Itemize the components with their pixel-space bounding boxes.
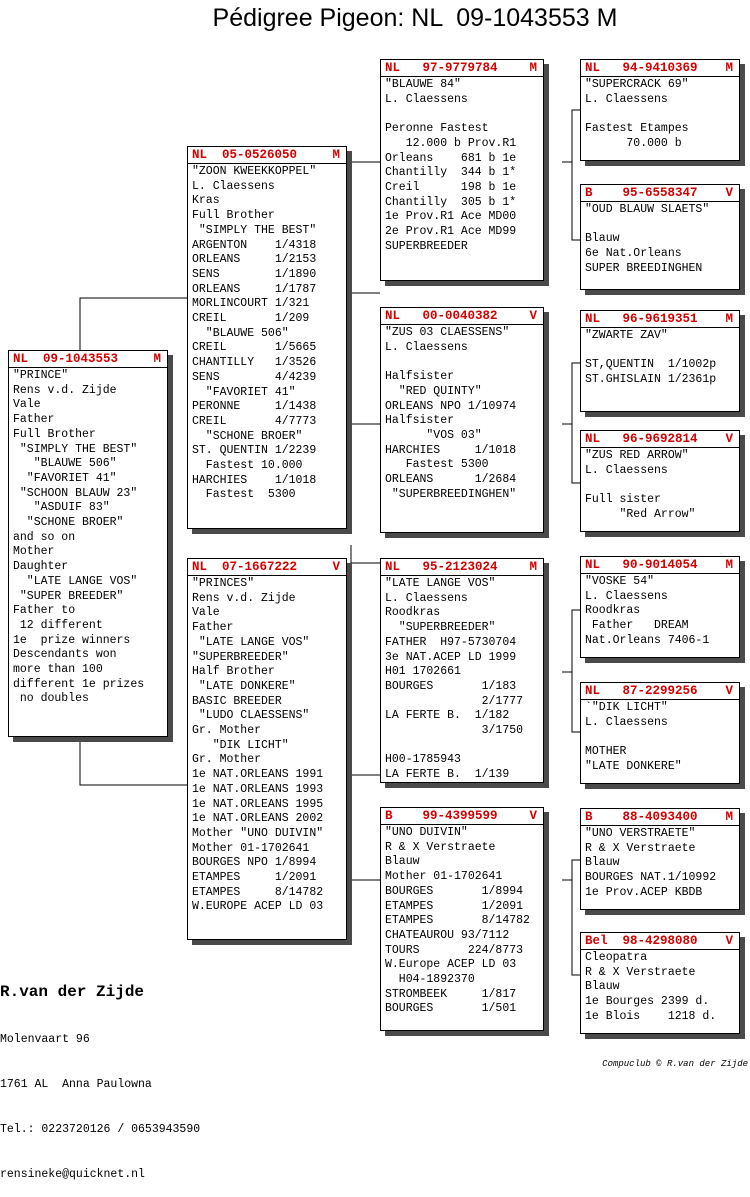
ring-header	[585, 934, 737, 949]
ring-header	[585, 186, 737, 201]
detail-line: "SUPERBREEDINGHEN"	[385, 487, 517, 501]
detail-line: L. Claessens	[385, 92, 468, 106]
ring-number: B 95-6558347	[585, 186, 698, 200]
detail-line: and so on	[13, 530, 76, 544]
pigeon-details	[581, 825, 739, 901]
father-father-card	[380, 59, 544, 281]
detail-line: Rens v.d. Zijde	[192, 591, 296, 605]
detail-line: Father	[192, 621, 234, 635]
detail-line: PERONNE 1/1438	[192, 400, 317, 414]
ring-number: B 99-4399599	[385, 809, 498, 823]
father-mother-card	[380, 307, 544, 533]
detail-line: Blauw	[585, 856, 620, 870]
detail-line: BOURGES NAT.1/10992	[585, 871, 717, 885]
owner-phone: Tel.: 0223720126 / 0653943590	[0, 1123, 201, 1136]
detail-line: Roodkras	[385, 606, 441, 620]
detail-line: 1e Prov.ACEP KBDB	[585, 885, 703, 899]
sex-marker: M	[725, 810, 733, 824]
sex-marker: M	[529, 61, 537, 75]
ring-header	[585, 558, 737, 573]
pigeon-details	[581, 573, 739, 649]
detail-line: 1e NAT.ORLEANS 1993	[192, 782, 324, 796]
detail-line: STROMBEEK 1/817	[385, 987, 517, 1001]
sex-marker: V	[529, 309, 537, 323]
detail-line: no doubles	[13, 692, 89, 706]
ff-mother-card	[580, 184, 740, 290]
ring-header	[385, 560, 541, 575]
ring-header	[585, 312, 737, 327]
detail-line: H00-1785943	[385, 753, 461, 767]
mother-father-card	[380, 558, 544, 783]
detail-line: Halfsister	[385, 414, 455, 428]
detail-line: ETAMPES 1/2091	[385, 899, 524, 913]
sex-marker: M	[725, 558, 733, 572]
pigeon-details	[9, 367, 167, 707]
ring-number: NL 00-0040382	[385, 309, 498, 323]
detail-line: Roodkras	[585, 604, 641, 618]
ring-number: NL 09-1043553	[13, 352, 119, 366]
detail-line: "ZWARTE ZAV"	[585, 329, 668, 342]
detail-line: BOURGES 1/8994	[385, 884, 524, 898]
detail-line: Orleans 681 b 1e	[385, 151, 517, 165]
pigeon-details	[381, 575, 543, 783]
fm-father-card	[580, 310, 740, 412]
detail-line: "SCHONE BROER"	[13, 516, 124, 530]
ff-father-card	[580, 59, 740, 161]
detail-line: W.EUROPE ACEP LD 03	[192, 900, 324, 914]
detail-line: "ZUS RED ARROW"	[585, 449, 689, 462]
pigeon-details	[581, 949, 739, 1025]
ring-number: NL 90-9014054	[585, 558, 698, 572]
mf-father-card	[580, 556, 740, 658]
detail-line: TOURS 224/8773	[385, 943, 524, 957]
sex-marker: V	[332, 560, 340, 574]
sex-marker: M	[529, 560, 537, 574]
pigeon-details	[581, 201, 739, 277]
detail-line: Blauw	[385, 855, 420, 869]
ring-header	[385, 309, 541, 324]
detail-line: 1e NAT.ORLEANS 1991	[192, 768, 324, 782]
detail-line: Mother "UNO DUIVIN"	[192, 826, 324, 840]
sex-marker: M	[153, 352, 161, 366]
detail-line: "LATE LANGE VOS"	[192, 635, 310, 649]
detail-line: SUPERBREEDER	[385, 239, 468, 253]
detail-line: 12.000 b Prov.R1	[385, 136, 517, 150]
detail-line: "LATE DONKERE"	[192, 679, 296, 693]
page-title: Pédigree Pigeon: NL 09-1043553 M	[212, 4, 618, 32]
detail-line: "BLAUWE 506"	[13, 457, 117, 471]
detail-line: ST. QUENTIN 1/2239	[192, 444, 317, 458]
ring-number: NL 96-9692814	[585, 432, 698, 446]
detail-line	[585, 730, 737, 745]
ring-header	[385, 61, 541, 76]
detail-line: "RED QUINTY"	[385, 384, 482, 398]
sex-marker: V	[529, 809, 537, 823]
detail-line: "Red Arrow"	[585, 507, 696, 521]
detail-line: Fastest 5300	[192, 488, 296, 502]
detail-line: ARGENTON 1/4318	[192, 238, 317, 252]
detail-line	[585, 218, 737, 233]
owner-city: 1761 AL Anna Paulowna	[0, 1078, 152, 1091]
detail-line: "UNO DUIVIN"	[385, 826, 468, 839]
detail-line: BOURGES NPO 1/8994	[192, 856, 317, 870]
detail-line: Descendants won	[13, 648, 117, 662]
ring-header	[585, 810, 737, 825]
detail-line: CHATEAUROU 93/7112	[385, 928, 510, 942]
detail-line: Fastest 10.000	[192, 459, 303, 473]
detail-line: Full sister	[585, 493, 661, 507]
detail-line: "PRINCE"	[13, 369, 69, 382]
detail-line: L. Claessens	[585, 589, 668, 603]
detail-line: Father	[13, 413, 55, 427]
detail-line: "SUPERBREEDER"	[385, 621, 496, 635]
detail-line: Half Brother	[192, 665, 275, 679]
pigeon-details	[381, 824, 543, 1017]
ring-header	[192, 148, 344, 163]
detail-line	[585, 478, 737, 493]
detail-line: L. Claessens	[585, 92, 668, 106]
pigeon-details	[188, 575, 346, 915]
detail-line: 1e NAT.ORLEANS 1995	[192, 797, 324, 811]
detail-line: L. Claessens	[385, 591, 468, 605]
detail-line: BOURGES 1/501	[385, 1002, 517, 1016]
detail-line: 12 different	[13, 618, 103, 632]
pigeon-details	[581, 447, 739, 523]
detail-line: "FAVORIET 41"	[192, 385, 296, 399]
detail-line: MORLINCOURT 1/321	[192, 297, 310, 311]
detail-line: "DIK LICHT"	[192, 738, 289, 752]
detail-line: "SIMPLY THE BEST"	[13, 442, 138, 456]
mother-card	[187, 558, 347, 940]
owner-street: Molenvaart 96	[0, 1033, 90, 1046]
sex-marker: V	[725, 432, 733, 446]
detail-line: "ZOON KWEEKKOPPEL"	[192, 165, 317, 178]
detail-line: "ASDUIF 83"	[13, 501, 110, 515]
detail-line: 1e NAT.ORLEANS 2002	[192, 812, 324, 826]
detail-line: FATHER H97-5730704	[385, 635, 517, 649]
detail-line: ST,QUENTIN 1/1002p	[585, 358, 717, 372]
detail-line: Full Brother	[192, 209, 275, 223]
ring-header	[585, 61, 737, 76]
ring-number: NL 96-9619351	[585, 312, 698, 326]
detail-line: 6e Nat.Orleans	[585, 247, 682, 261]
detail-line: Father DREAM	[585, 619, 689, 633]
sex-marker: M	[725, 312, 733, 326]
detail-line: ETAMPES 8/14782	[385, 914, 530, 928]
pigeon-details	[581, 699, 739, 775]
detail-line: CHANTILLY 1/3526	[192, 356, 317, 370]
detail-line: ETAMPES 8/14782	[192, 885, 324, 899]
detail-line: Full Brother	[13, 427, 96, 441]
detail-line: Nat.Orleans 7406-1	[585, 633, 710, 647]
detail-line: Gr. Mother	[192, 753, 262, 767]
detail-line	[385, 739, 541, 754]
detail-line: 1e Prov.R1 Ace MD00	[385, 210, 517, 224]
detail-line: L. Claessens	[585, 463, 668, 477]
detail-line: BASIC BREEDER	[192, 694, 282, 708]
sex-marker: M	[725, 61, 733, 75]
detail-line: "BLAUWE 84"	[385, 78, 461, 91]
sex-marker: V	[725, 684, 733, 698]
detail-line: R & X Verstraete	[385, 840, 496, 854]
detail-line: "FAVORIET 41"	[13, 471, 117, 485]
detail-line: "LATE DONKERE"	[585, 759, 682, 773]
detail-line: "LATE LANGE VOS"	[13, 574, 138, 588]
detail-line: "SUPER BREEDER"	[13, 589, 124, 603]
pigeon-details	[381, 324, 543, 502]
detail-line: "OUD BLAUW SLAETS"	[585, 203, 710, 216]
detail-line: HARCHIES 1/1018	[192, 473, 317, 487]
detail-line: `"DIK LICHT"	[585, 701, 668, 714]
ring-header	[13, 352, 165, 367]
detail-line: Vale	[192, 606, 220, 620]
detail-line: ORLEANS 1/2153	[192, 253, 317, 267]
detail-line: BOURGES 1/183	[385, 679, 517, 693]
detail-line: HARCHIES 1/1018	[385, 443, 517, 457]
ring-number: NL 05-0526050	[192, 148, 298, 162]
ring-header	[585, 432, 737, 447]
detail-line: "SCHOON BLAUW 23"	[13, 486, 138, 500]
detail-line: "SCHONE BROER"	[192, 429, 303, 443]
sex-marker: V	[725, 186, 733, 200]
pigeon-details	[188, 163, 346, 503]
detail-line	[585, 344, 737, 359]
detail-line: Chantilly 305 b 1*	[385, 195, 517, 209]
detail-line: 2/1777	[385, 694, 524, 708]
detail-line: LA FERTE B. 1/139	[385, 768, 510, 782]
detail-line: ORLEANS 1/2684	[385, 473, 517, 487]
detail-line: Father to	[13, 604, 76, 618]
ring-number: NL 95-2123024	[385, 560, 498, 574]
mother-mother-card	[380, 807, 544, 1031]
detail-line: 1e Blois 1218 d.	[585, 1009, 717, 1023]
detail-line: Chantilly 344 b 1*	[385, 166, 517, 180]
detail-line: Blauw	[585, 980, 620, 994]
detail-line: "SUPERBREEDER"	[192, 650, 289, 664]
ring-number: NL 87-2299256	[585, 684, 698, 698]
detail-line: "SUPERCRACK 69"	[585, 78, 689, 91]
owner-email: rensineke@quicknet.nl	[0, 1168, 145, 1181]
detail-line: "VOS 03"	[385, 428, 482, 442]
detail-line: L. Claessens	[192, 179, 275, 193]
sex-marker: M	[332, 148, 340, 162]
detail-line: Gr. Mother	[192, 724, 262, 738]
detail-line: Creil 198 b 1e	[385, 180, 517, 194]
detail-line: MOTHER	[585, 745, 627, 759]
detail-line: Fastest Etampes	[585, 122, 689, 136]
detail-line: Blauw	[585, 232, 620, 246]
detail-line: "VOSKE 54"	[585, 575, 655, 588]
detail-line: "SIMPLY THE BEST"	[192, 223, 317, 237]
ring-number: NL 94-9410369	[585, 61, 698, 75]
fm-mother-card	[580, 430, 740, 532]
detail-line: LA FERTE B. 1/182	[385, 709, 510, 723]
pigeon-details	[581, 76, 739, 152]
detail-line: H04-1892370	[385, 973, 475, 987]
detail-line: "PRINCES"	[192, 577, 255, 590]
detail-line: Fastest 5300	[385, 458, 489, 472]
detail-line: Peronne Fastest	[385, 122, 489, 136]
owner-name: R.van der Zijde	[0, 983, 145, 1001]
detail-line: 2e Prov.R1 Ace MD99	[385, 225, 517, 239]
sex-marker: V	[725, 934, 733, 948]
detail-line: ORLEANS 1/1787	[192, 282, 317, 296]
detail-line: ORLEANS NPO 1/10974	[385, 399, 517, 413]
mm-mother-card	[580, 932, 740, 1034]
detail-line: Kras	[192, 194, 220, 208]
pigeon-details	[581, 327, 739, 388]
ring-number: NL 97-9779784	[385, 61, 498, 75]
ring-header	[385, 809, 541, 824]
detail-line: ETAMPES 1/2091	[192, 871, 317, 885]
detail-line: "LUDO CLAESSENS"	[192, 709, 310, 723]
ring-number: Bel 98-4298080	[585, 934, 698, 948]
ring-number: B 88-4093400	[585, 810, 698, 824]
pigeon-details	[381, 76, 543, 254]
detail-line: "BLAUWE 506"	[192, 326, 289, 340]
detail-line: Mother 01-1702641	[385, 870, 503, 884]
mf-mother-card	[580, 682, 740, 784]
mm-father-card	[580, 808, 740, 910]
detail-line: SUPER BREEDINGHEN	[585, 261, 703, 275]
detail-line	[585, 107, 737, 122]
detail-line: Cleopatra	[585, 951, 648, 964]
detail-line: 1e Bourges 2399 d.	[585, 995, 710, 1009]
detail-line: ST.GHISLAIN 1/2361p	[585, 373, 717, 387]
detail-line: Vale	[13, 398, 41, 412]
detail-line: L. Claessens	[585, 715, 668, 729]
detail-line: "UNO VERSTRAETE"	[585, 827, 696, 840]
ring-header	[585, 684, 737, 699]
detail-line: R & X Verstraete	[585, 841, 696, 855]
father-card	[187, 146, 347, 529]
detail-line: L. Claessens	[385, 340, 468, 354]
detail-line: Mother	[13, 545, 55, 559]
detail-line: 1e prize winners	[13, 633, 131, 647]
detail-line: 3/1750	[385, 724, 524, 738]
detail-line: R & X Verstraete	[585, 965, 696, 979]
detail-line: W.Europe ACEP LD 03	[385, 958, 517, 972]
detail-line: SENS 4/4239	[192, 370, 317, 384]
detail-line: CREIL 1/209	[192, 312, 310, 326]
subject-card	[8, 350, 168, 737]
copyright-notice: Compuclub © R.van der Zijde	[602, 1059, 748, 1069]
detail-line: 70.000 b	[585, 136, 682, 150]
detail-line	[385, 355, 541, 370]
ring-number: NL 07-1667222	[192, 560, 298, 574]
detail-line: CREIL 4/7773	[192, 414, 317, 428]
owner-contact	[0, 952, 200, 1197]
detail-line: H01 1702661	[385, 665, 461, 679]
detail-line: Daughter	[13, 560, 69, 574]
detail-line: Rens v.d. Zijde	[13, 383, 117, 397]
detail-line: SENS 1/1890	[192, 267, 317, 281]
detail-line: different 1e prizes	[13, 677, 145, 691]
detail-line	[385, 107, 541, 122]
detail-line: Halfsister	[385, 370, 455, 384]
detail-line: "LATE LANGE VOS"	[385, 577, 496, 590]
ring-header	[192, 560, 344, 575]
detail-line: 3e NAT.ACEP LD 1999	[385, 650, 517, 664]
detail-line: CREIL 1/5665	[192, 341, 317, 355]
detail-line: Mother 01-1702641	[192, 841, 310, 855]
detail-line: "ZUS 03 CLAESSENS"	[385, 326, 510, 339]
detail-line: more than 100	[13, 663, 103, 677]
